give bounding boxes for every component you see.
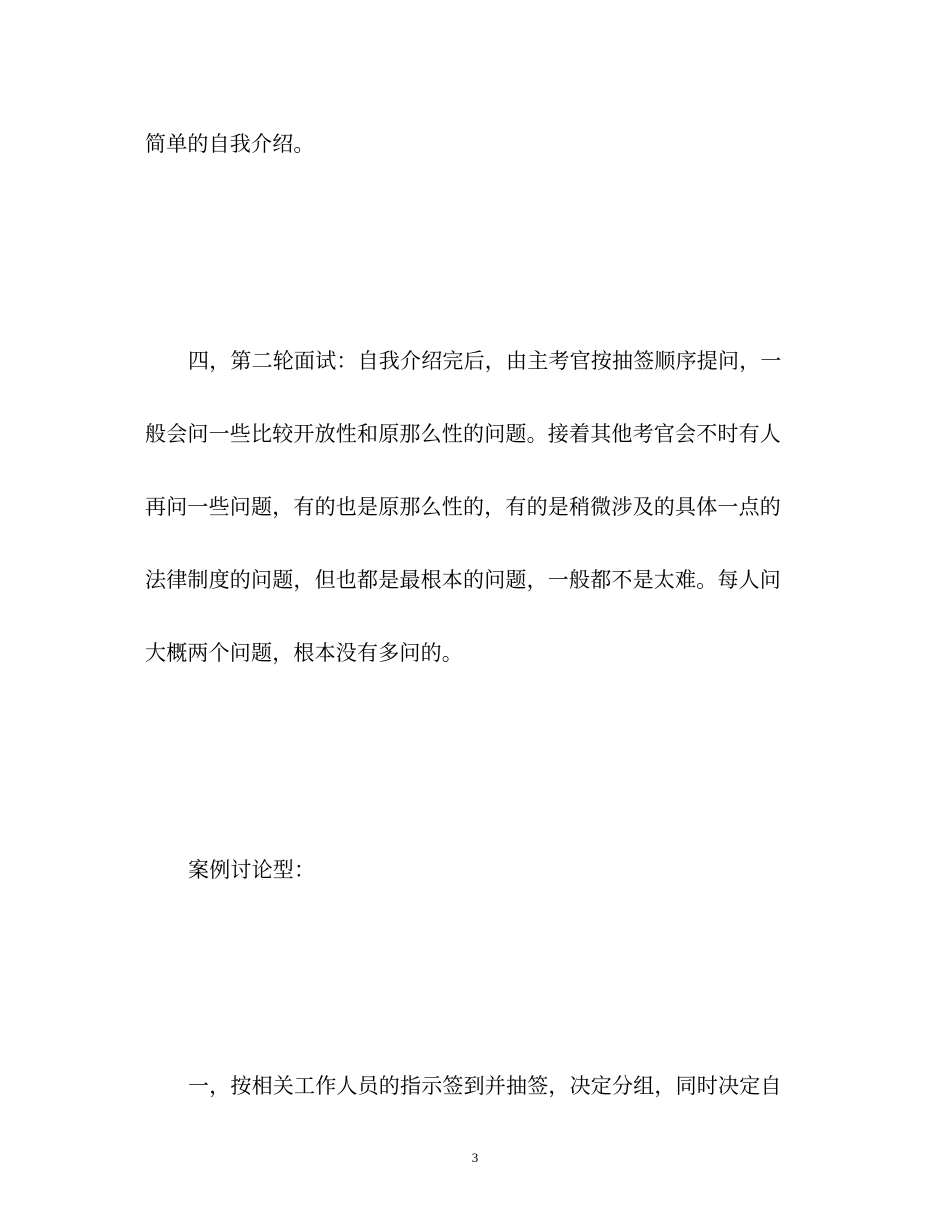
paragraph-line: 四，第二轮面试：自我介绍完后，由主考官按抽签顺序提问，一 [188, 349, 782, 373]
paragraph-line: 法律制度的问题，但也都是最根本的问题，一般都不是太难。每人问 [145, 568, 781, 592]
paragraph-line: 一，按相关工作人员的指示签到并抽签，决定分组，同时决定自 [188, 1074, 782, 1098]
paragraph-line: 简单的自我介绍。 [145, 132, 315, 156]
paragraph-line: 般会问一些比较开放性和原那么性的问题。接着其他考官会不时有人 [145, 422, 781, 446]
page-number: 3 [471, 1150, 479, 1165]
paragraph-line: 大概两个问题，根本没有多问的。 [145, 641, 463, 665]
section-heading: 案例讨论型： [188, 858, 316, 882]
paragraph-line: 再问一些问题，有的也是原那么性的，有的是稍微涉及的具体一点的 [145, 495, 781, 519]
